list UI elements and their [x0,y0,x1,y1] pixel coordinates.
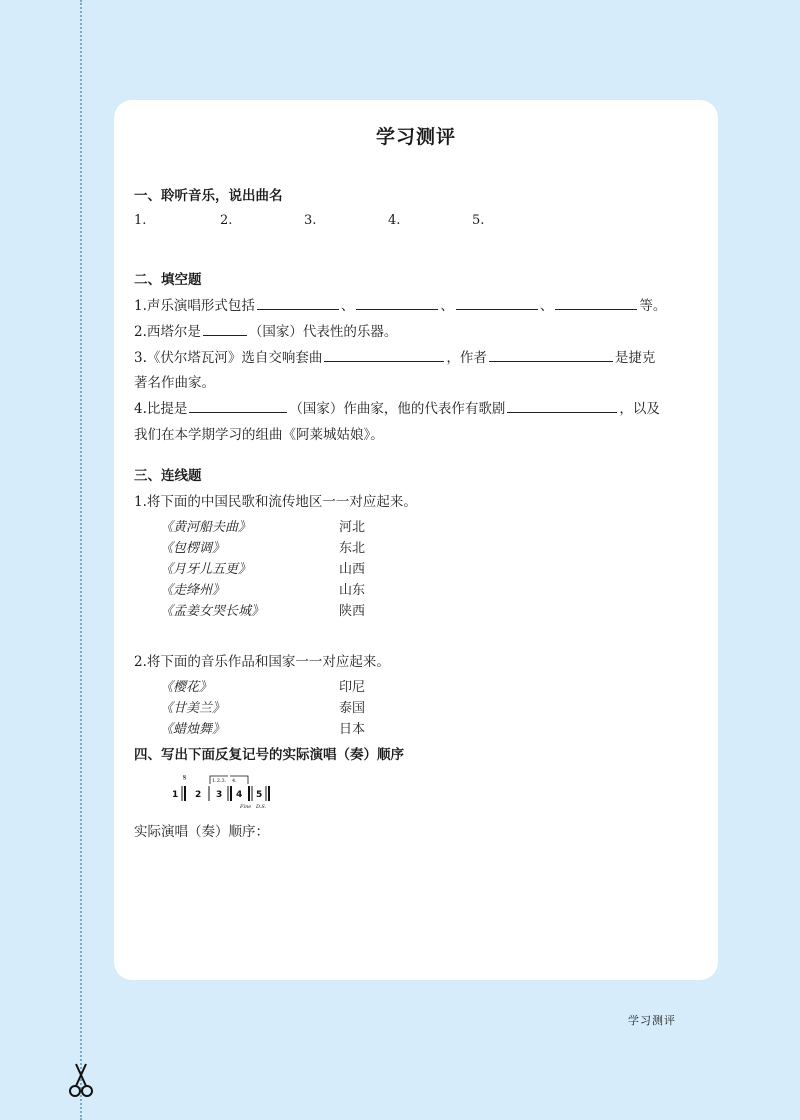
q1-text: 1.声乐演唱形式包括 [134,298,255,314]
q3-end-text: 是捷克 [614,350,656,366]
q3-text: 3.《伏尔塔瓦河》选自交响套曲 [134,350,323,366]
worksheet-card [114,100,718,980]
q4-mid-text: （国家）作曲家，他的代表作有歌剧 [289,401,506,417]
bar-number: 2 [195,790,202,800]
fine-mark: Fine [240,804,252,810]
region-item[interactable]: 河北 [339,520,366,535]
section1-heading: 一、聆听音乐，说出曲名 [134,188,283,204]
q1-end-text: 等。 [639,298,667,314]
region-item[interactable]: 山西 [339,562,366,577]
answer-number-1: 1. [134,213,147,228]
blank[interactable] [189,398,287,413]
separator: 、 [340,298,355,314]
answer-label: 实际演唱（奏）顺序： [134,824,269,840]
answer-number-2: 2. [220,213,233,228]
fill-question-4 [134,397,660,417]
q2-text: 2.西塔尔是 [134,324,201,340]
fill-question-2 [134,320,397,340]
match-question-1: 1.将下面的中国民歌和流传地区一一对应起来。 [134,494,417,510]
q4-text: 4.比提是 [134,401,188,417]
folk-song-item[interactable]: 《月牙儿五更》 [160,562,252,577]
blank[interactable] [324,347,444,362]
q2-end-text: （国家）代表性的乐器。 [248,324,398,340]
folk-song-item[interactable]: 《包楞调》 [160,541,226,556]
blank[interactable] [456,295,538,310]
section4-heading: 四、写出下面反复记号的实际演唱（奏）顺序 [134,747,404,763]
scissors-icon [66,1062,96,1098]
q4-end-text: ，以及 [619,401,660,417]
fill-question-4-cont: 我们在本学期学习的组曲《阿莱城姑娘》。 [134,427,384,443]
blank[interactable] [489,347,613,362]
region-item[interactable]: 陕西 [339,604,366,619]
separator: 、 [539,298,554,314]
ds-mark: D.S. [256,804,267,810]
page-title: 学习测评 [375,126,456,148]
fill-question-1 [134,294,666,314]
match-question-2: 2.将下面的音乐作品和国家一一对应起来。 [134,654,390,670]
folk-song-item[interactable]: 《黄河船夫曲》 [160,520,252,535]
section2-heading: 二、填空题 [134,272,202,288]
blank[interactable] [203,321,247,336]
fill-question-3-cont: 著名作曲家。 [134,375,215,391]
answer-number-5: 5. [472,213,485,228]
music-work-item[interactable]: 《樱花》 [160,680,213,695]
answer-number-4: 4. [388,213,401,228]
section3-heading: 三、连线题 [134,468,202,484]
country-item[interactable]: 日本 [339,722,366,737]
q3-mid-text: ，作者 [446,350,487,366]
country-item[interactable]: 泰国 [339,701,366,716]
repeat-notation [170,772,300,812]
cut-line [80,0,82,1120]
separator: 、 [440,298,454,314]
bar-number: 4 [236,790,243,800]
footer-label: 学习测评 [628,1014,676,1027]
region-item[interactable]: 山东 [339,583,366,598]
blank[interactable] [555,295,637,310]
fill-question-3 [134,346,655,366]
blank[interactable] [356,295,438,310]
volta-label: 4. [232,778,237,784]
bar-number: 3 [216,790,223,800]
blank[interactable] [507,398,617,413]
bar-number: 5 [256,790,263,800]
volta-label: 1.2.3. [212,778,227,784]
region-item[interactable]: 东北 [339,541,366,556]
segno-sign: 𝄋 [183,773,187,782]
answer-number-3: 3. [304,213,317,228]
blank[interactable] [257,295,339,310]
country-item[interactable]: 印尼 [339,680,366,695]
bar-number: 1 [172,790,179,800]
folk-song-item[interactable]: 《孟姜女哭长城》 [160,604,265,619]
folk-song-item[interactable]: 《走绛州》 [160,583,226,598]
music-work-item[interactable]: 《蜡烛舞》 [160,722,226,737]
music-work-item[interactable]: 《甘美兰》 [160,701,226,716]
